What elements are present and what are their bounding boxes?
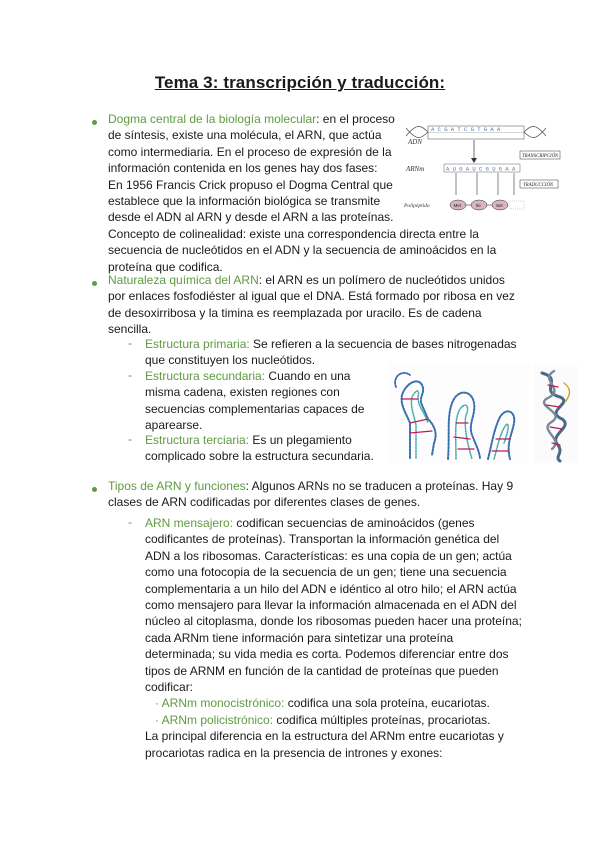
svg-text:Polipéptido: Polipéptido bbox=[404, 203, 430, 209]
bullet-dot bbox=[92, 281, 97, 286]
arnm-monocistronico: · ARNm monocistrónico: codifica una sola proteína, eucariotas. bbox=[155, 696, 490, 711]
arnm-policistronico: · ARNm policistrónico: codifica múltiples proteínas, procariotas. bbox=[155, 712, 491, 727]
dash-marker: - bbox=[128, 515, 132, 529]
dash-marker: - bbox=[128, 336, 132, 350]
bullet-dot bbox=[92, 120, 97, 125]
central-dogma-figure bbox=[402, 120, 562, 220]
section2-heading: Naturaleza química del ARN bbox=[108, 273, 259, 287]
rna-structure-figure bbox=[388, 363, 530, 463]
arn-mensajero: ARN mensajero: codifican secuencias de aminoácidos (genes codificantes de proteínas). Transportan la información genética del ADN a los ribosomas. Características: es una copia de un gen; actúa como una fotocopia de la secuencia de un gen; tiene una secuencia complementaria a un hilo del ADN e idéntico al otro hilo; el ARN actúa como mensajero para llevar la información almacenada en el ADN del núcleo al citoplasma, donde los ribosomas pueden hacer una proteína; cada ARNm tiene información para sintetizar una proteína determinada; su vida media es corta. Podemos diferenciar entre dos tipos de ARNM en función de la cantidad de proteínas que pueden codificar: · ARNm monocistrónico: codifica una sola proteína, eucariotas. · ARNm policistrónico: codifica múltiples proteínas, procariotas. La principal diferencia en la estructura del ARNm entre eucariotas y procariotas radica en la presencia de intrones y exones: bbox=[145, 516, 522, 760]
svg-text:A C G A T C G T G A A: A C G A T C G T G A A bbox=[431, 126, 501, 133]
section1-text: Dogma central de la biología molecular: en el proceso de síntesis, existe una molécula, el ARN, que actúa como intermediaria. En el proceso de expresión de la información contenida en los genes hay dos fases: En 1956 Francis Crick propuso el Dogma Central que establece que la información biológica se transmite desde el ADN al ARN y desde el ARN a las proteínas. Concepto de colinealidad: existe una correspondencia directa entre la secuencia de nucleótidos en el ADN y la secuencia de aminoácidos en la proteína que codifica. bbox=[108, 112, 497, 274]
svg-text:Ile: Ile bbox=[476, 203, 481, 208]
svg-text:TRANSCRIPCIÓN: TRANSCRIPCIÓN bbox=[522, 154, 559, 159]
section2-text: Naturaleza química del ARN: el ARN es un polímero de nucleótidos unidos por enlaces fosfodiéster al igual que el DNA. Está formado por ribosa en vez de desoxirribosa y la timina es reemplazada por uracilo. Es de cadena sencilla. bbox=[108, 273, 515, 337]
svg-text:Met: Met bbox=[453, 203, 462, 208]
estructura-terciaria: Estructura terciaria: Es un plegamiento complicado sobre la estructura secundaria. bbox=[145, 433, 374, 464]
estructura-secundaria: Estructura secundaria: Cuando en una misma cadena, existen regiones con secuencias complementarias capaces de aparearse. bbox=[145, 369, 365, 433]
section1-heading: Dogma central de la biología molecular bbox=[108, 112, 317, 126]
bullet-dot bbox=[92, 487, 97, 492]
section3-text: Tipos de ARN y funciones: Algunos ARNs no se traducen a proteínas. Hay 9 clases de ARN codificadas por diferentes clases de genes. bbox=[108, 479, 514, 510]
svg-text:Ser: Ser bbox=[496, 203, 504, 208]
svg-text:A U G A U C G U G A A: A U G A U C G U G A A bbox=[446, 165, 516, 173]
estructura-primaria: Estructura primaria: Se refieren a la secuencia de bases nitrogenadas que constituyen los nucleótidos. bbox=[145, 337, 517, 368]
dash-marker: - bbox=[128, 432, 132, 446]
svg-text:ADN: ADN bbox=[408, 138, 422, 146]
svg-text:ARNm: ARNm bbox=[406, 165, 425, 173]
rna-tertiary-figure bbox=[534, 365, 578, 463]
page-title: Tema 3: transcripción y traducción: bbox=[154, 73, 446, 92]
svg-text:TRADUCCIÓN: TRADUCCIÓN bbox=[523, 183, 554, 188]
dash-marker: - bbox=[128, 368, 132, 382]
section3-heading: Tipos de ARN y funciones bbox=[108, 479, 246, 493]
